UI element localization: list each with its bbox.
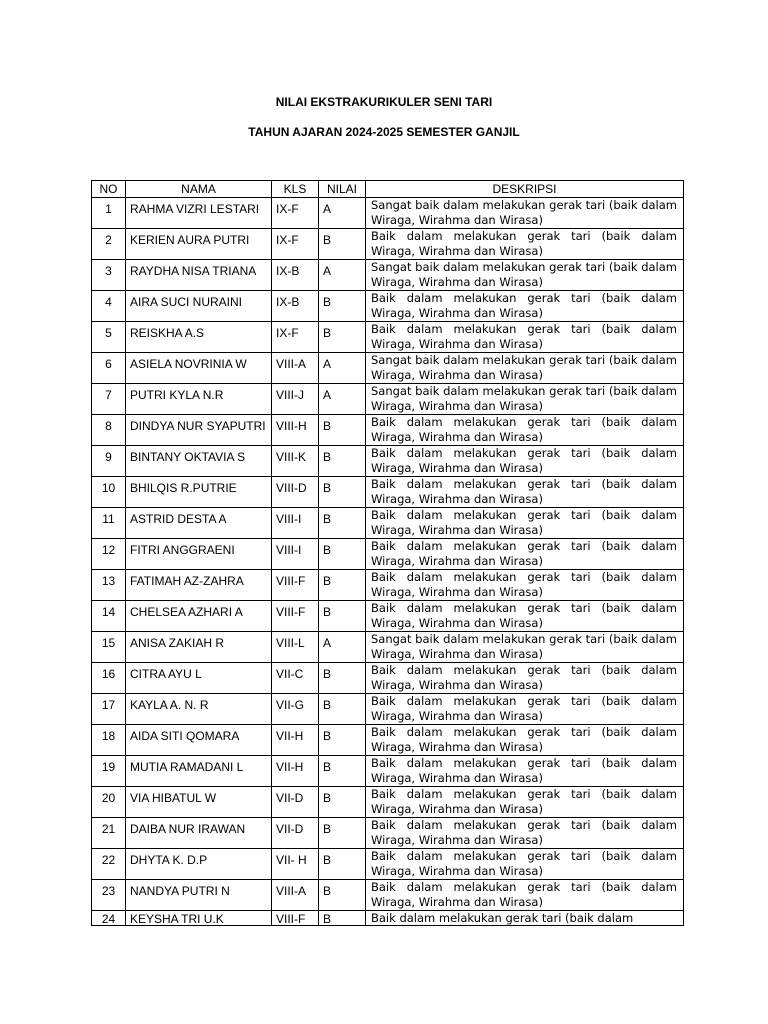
cell-description: Baik dalam melakukan gerak tari (baik dalam Wiraga, Wirahma dan Wirasa) <box>366 415 684 446</box>
cell-grade: B <box>319 477 366 508</box>
table-row <box>92 756 684 787</box>
cell-class: VII-G <box>272 694 319 725</box>
table-row <box>92 291 684 322</box>
cell-description: Baik dalam melakukan gerak tari (baik dalam <box>366 911 684 926</box>
cell-grade: B <box>319 539 366 570</box>
cell-grade: B <box>319 694 366 725</box>
cell-row-number: 15 <box>92 632 126 663</box>
cell-row-number: 12 <box>92 539 126 570</box>
cell-description: Baik dalam melakukan gerak tari (baik dalam Wiraga, Wirahma dan Wirasa) <box>366 880 684 911</box>
cell-row-number: 23 <box>92 880 126 911</box>
cell-student-name: CHELSEA AZHARI A <box>126 601 272 632</box>
table-body <box>92 198 684 926</box>
cell-description: Baik dalam melakukan gerak tari (baik dalam Wiraga, Wirahma dan Wirasa) <box>366 291 684 322</box>
cell-description: Baik dalam melakukan gerak tari (baik dalam Wiraga, Wirahma dan Wirasa) <box>366 570 684 601</box>
cell-class: VIII-I <box>272 539 319 570</box>
cell-row-number: 2 <box>92 229 126 260</box>
cell-grade: B <box>319 446 366 477</box>
cell-row-number: 5 <box>92 322 126 353</box>
cell-description: Baik dalam melakukan gerak tari (baik dalam Wiraga, Wirahma dan Wirasa) <box>366 322 684 353</box>
table-row <box>92 694 684 725</box>
cell-class: VIII-D <box>272 477 319 508</box>
cell-description: Baik dalam melakukan gerak tari (baik dalam Wiraga, Wirahma dan Wirasa) <box>366 477 684 508</box>
cell-description: Baik dalam melakukan gerak tari (baik dalam Wiraga, Wirahma dan Wirasa) <box>366 229 684 260</box>
cell-class: VIII-A <box>272 353 319 384</box>
cell-student-name: REISKHA A.S <box>126 322 272 353</box>
cell-grade: B <box>319 322 366 353</box>
table-row <box>92 260 684 291</box>
cell-row-number: 3 <box>92 260 126 291</box>
cell-class: VIII-I <box>272 508 319 539</box>
grades-table <box>91 180 684 926</box>
cell-description: Sangat baik dalam melakukan gerak tari (baik dalam Wiraga, Wirahma dan Wirasa) <box>366 384 684 415</box>
table-row <box>92 911 684 926</box>
cell-grade: A <box>319 198 366 229</box>
cell-student-name: DAIBA NUR IRAWAN <box>126 818 272 849</box>
cell-row-number: 16 <box>92 663 126 694</box>
cell-class: VII-H <box>272 756 319 787</box>
cell-class: IX-F <box>272 322 319 353</box>
cell-grade: B <box>319 570 366 601</box>
cell-class: VIII-A <box>272 880 319 911</box>
table-row <box>92 818 684 849</box>
cell-description: Sangat baik dalam melakukan gerak tari (baik dalam Wiraga, Wirahma dan Wirasa) <box>366 198 684 229</box>
table-row <box>92 570 684 601</box>
cell-class: IX-B <box>272 291 319 322</box>
cell-description: Sangat baik dalam melakukan gerak tari (baik dalam Wiraga, Wirahma dan Wirasa) <box>366 260 684 291</box>
cell-student-name: ASIELA NOVRINIA W <box>126 353 272 384</box>
cell-grade: B <box>319 818 366 849</box>
cell-row-number: 8 <box>92 415 126 446</box>
cell-row-number: 24 <box>92 911 126 926</box>
cell-class: VIII-F <box>272 911 319 926</box>
table-row <box>92 229 684 260</box>
cell-student-name: KERIEN AURA PUTRI <box>126 229 272 260</box>
document-title: NILAI EKSTRAKURIKULER SENI TARI <box>275 95 493 109</box>
cell-grade: B <box>319 508 366 539</box>
cell-student-name: ANISA ZAKIAH R <box>126 632 272 663</box>
cell-student-name: ASTRID DESTA A <box>126 508 272 539</box>
cell-description: Baik dalam melakukan gerak tari (baik dalam Wiraga, Wirahma dan Wirasa) <box>366 787 684 818</box>
cell-grade: A <box>319 260 366 291</box>
cell-description: Baik dalam melakukan gerak tari (baik dalam Wiraga, Wirahma dan Wirasa) <box>366 508 684 539</box>
cell-class: IX-F <box>272 229 319 260</box>
cell-student-name: DHYTA K. D.P <box>126 849 272 880</box>
cell-grade: B <box>319 663 366 694</box>
column-header-nama: NAMA <box>126 181 272 198</box>
cell-grade: A <box>319 632 366 663</box>
cell-row-number: 1 <box>92 198 126 229</box>
cell-grade: B <box>319 849 366 880</box>
cell-description: Baik dalam melakukan gerak tari (baik dalam Wiraga, Wirahma dan Wirasa) <box>366 756 684 787</box>
cell-class: VIII-L <box>272 632 319 663</box>
cell-grade: B <box>319 601 366 632</box>
cell-description: Baik dalam melakukan gerak tari (baik dalam Wiraga, Wirahma dan Wirasa) <box>366 446 684 477</box>
cell-student-name: AIDA SITI QOMARA <box>126 725 272 756</box>
cell-student-name: BHILQIS R.PUTRIE <box>126 477 272 508</box>
cell-row-number: 4 <box>92 291 126 322</box>
cell-class: VII-H <box>272 725 319 756</box>
table-row <box>92 539 684 570</box>
cell-grade: A <box>319 384 366 415</box>
table-row <box>92 384 684 415</box>
table-row <box>92 787 684 818</box>
table-row <box>92 849 684 880</box>
table-row <box>92 632 684 663</box>
column-header-nilai: NILAI <box>319 181 366 198</box>
cell-grade: B <box>319 756 366 787</box>
table-row <box>92 446 684 477</box>
cell-description: Baik dalam melakukan gerak tari (baik dalam Wiraga, Wirahma dan Wirasa) <box>366 539 684 570</box>
cell-row-number: 10 <box>92 477 126 508</box>
cell-row-number: 14 <box>92 601 126 632</box>
cell-class: IX-F <box>272 198 319 229</box>
cell-student-name: FATIMAH AZ-ZAHRA <box>126 570 272 601</box>
cell-grade: B <box>319 911 366 926</box>
cell-student-name: KAYLA A. N. R <box>126 694 272 725</box>
cell-row-number: 20 <box>92 787 126 818</box>
cell-row-number: 11 <box>92 508 126 539</box>
cell-student-name: MUTIA RAMADANI L <box>126 756 272 787</box>
cell-grade: B <box>319 787 366 818</box>
table-row <box>92 198 684 229</box>
cell-grade: A <box>319 353 366 384</box>
cell-row-number: 6 <box>92 353 126 384</box>
table-header-row <box>92 181 684 198</box>
cell-grade: B <box>319 291 366 322</box>
cell-student-name: BINTANY OKTAVIA S <box>126 446 272 477</box>
table-row <box>92 477 684 508</box>
cell-row-number: 22 <box>92 849 126 880</box>
cell-class: VII- H <box>272 849 319 880</box>
cell-student-name: FITRI ANGGRAENI <box>126 539 272 570</box>
table-row <box>92 415 684 446</box>
cell-class: VIII-K <box>272 446 319 477</box>
cell-class: VII-D <box>272 818 319 849</box>
cell-class: IX-B <box>272 260 319 291</box>
cell-description: Baik dalam melakukan gerak tari (baik dalam Wiraga, Wirahma dan Wirasa) <box>366 725 684 756</box>
cell-description: Baik dalam melakukan gerak tari (baik dalam Wiraga, Wirahma dan Wirasa) <box>366 601 684 632</box>
cell-description: Sangat baik dalam melakukan gerak tari (baik dalam Wiraga, Wirahma dan Wirasa) <box>366 353 684 384</box>
cell-student-name: VIA HIBATUL W <box>126 787 272 818</box>
cell-row-number: 21 <box>92 818 126 849</box>
document-subtitle: TAHUN AJARAN 2024-2025 SEMESTER GANJIL <box>248 125 520 139</box>
cell-grade: B <box>319 229 366 260</box>
cell-class: VII-D <box>272 787 319 818</box>
table-row <box>92 725 684 756</box>
cell-student-name: AIRA SUCI NURAINI <box>126 291 272 322</box>
cell-row-number: 19 <box>92 756 126 787</box>
cell-grade: B <box>319 415 366 446</box>
column-header-kls: KLS <box>272 181 319 198</box>
cell-description: Sangat baik dalam melakukan gerak tari (baik dalam Wiraga, Wirahma dan Wirasa) <box>366 632 684 663</box>
cell-student-name: CITRA AYU L <box>126 663 272 694</box>
cell-description: Baik dalam melakukan gerak tari (baik dalam Wiraga, Wirahma dan Wirasa) <box>366 694 684 725</box>
cell-student-name: DINDYA NUR SYAPUTRI <box>126 415 272 446</box>
cell-row-number: 18 <box>92 725 126 756</box>
table-row <box>92 322 684 353</box>
cell-description: Baik dalam melakukan gerak tari (baik dalam Wiraga, Wirahma dan Wirasa) <box>366 663 684 694</box>
cell-student-name: KEYSHA TRI U.K <box>126 911 272 926</box>
cell-grade: B <box>319 880 366 911</box>
cell-row-number: 9 <box>92 446 126 477</box>
table-row <box>92 601 684 632</box>
cell-student-name: PUTRI KYLA N.R <box>126 384 272 415</box>
cell-student-name: RAYDHA NISA TRIANA <box>126 260 272 291</box>
table-row <box>92 880 684 911</box>
cell-row-number: 17 <box>92 694 126 725</box>
cell-row-number: 13 <box>92 570 126 601</box>
cell-grade: B <box>319 725 366 756</box>
cell-description: Baik dalam melakukan gerak tari (baik dalam Wiraga, Wirahma dan Wirasa) <box>366 849 684 880</box>
cell-student-name: NANDYA PUTRI N <box>126 880 272 911</box>
cell-class: VII-C <box>272 663 319 694</box>
cell-class: VIII-F <box>272 601 319 632</box>
table-row <box>92 663 684 694</box>
cell-class: VIII-J <box>272 384 319 415</box>
cell-class: VIII-H <box>272 415 319 446</box>
cell-class: VIII-F <box>272 570 319 601</box>
column-header-no: NO <box>92 181 126 198</box>
cell-description: Baik dalam melakukan gerak tari (baik dalam Wiraga, Wirahma dan Wirasa) <box>366 818 684 849</box>
cell-student-name: RAHMA VIZRI LESTARI <box>126 198 272 229</box>
table-row <box>92 508 684 539</box>
column-header-deskripsi: DESKRIPSI <box>366 181 684 198</box>
cell-row-number: 7 <box>92 384 126 415</box>
table-row <box>92 353 684 384</box>
